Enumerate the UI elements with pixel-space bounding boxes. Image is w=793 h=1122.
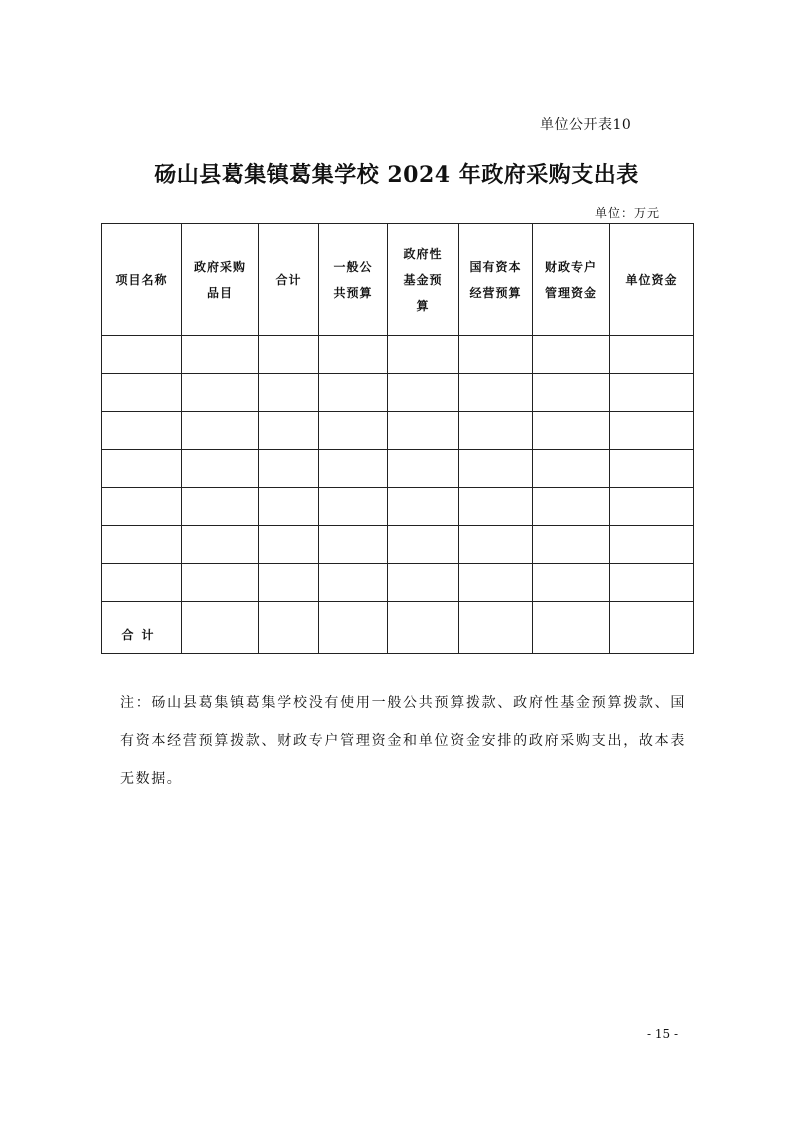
header-line: 政府采购 <box>193 259 246 274</box>
table-cell <box>388 526 459 564</box>
table-row <box>102 526 694 564</box>
header-project-name <box>102 224 182 336</box>
table-cell <box>102 564 182 602</box>
table-cell <box>533 526 610 564</box>
header-line: 合计 <box>275 272 302 287</box>
header-line: 管理资金 <box>544 285 597 300</box>
procurement-table <box>101 223 694 654</box>
table-cell <box>610 526 694 564</box>
table-cell <box>459 488 533 526</box>
table-cell <box>182 450 259 488</box>
table-row <box>102 450 694 488</box>
header-line: 项目名称 <box>115 272 168 287</box>
table-cell <box>533 488 610 526</box>
header-fiscal-special-account <box>533 224 610 336</box>
table-cell <box>182 336 259 374</box>
table-cell <box>102 412 182 450</box>
table-cell <box>259 450 319 488</box>
form-number: 单位公开表10 <box>540 117 632 133</box>
table-cell <box>102 526 182 564</box>
table-cell <box>182 488 259 526</box>
header-line: 一般公 <box>333 259 373 274</box>
table-row <box>102 374 694 412</box>
total-label: 合计 <box>102 602 182 654</box>
table-cell <box>459 450 533 488</box>
table-cell <box>102 450 182 488</box>
header-line: 算 <box>416 298 430 313</box>
table-cell <box>319 336 388 374</box>
table-cell <box>459 412 533 450</box>
table-cell <box>182 564 259 602</box>
table-cell <box>533 412 610 450</box>
table-cell <box>459 602 533 654</box>
table-cell <box>610 602 694 654</box>
unit-label: 单位：万元 <box>595 206 661 220</box>
table-cell <box>259 526 319 564</box>
header-row <box>102 224 694 336</box>
table-cell <box>102 488 182 526</box>
table-cell <box>533 336 610 374</box>
table-cell <box>319 374 388 412</box>
table-cell <box>182 412 259 450</box>
table-cell <box>319 488 388 526</box>
table-cell <box>533 602 610 654</box>
header-line: 品目 <box>206 285 233 300</box>
table-cell <box>610 374 694 412</box>
table-cell <box>259 336 319 374</box>
table-cell <box>259 412 319 450</box>
table-cell <box>533 374 610 412</box>
header-line: 基金预 <box>403 272 443 287</box>
table-cell <box>319 526 388 564</box>
table-cell <box>459 526 533 564</box>
table-cell <box>533 450 610 488</box>
table-cell <box>319 412 388 450</box>
table-cell <box>102 374 182 412</box>
page-title: 砀山县葛集镇葛集学校 2024 年政府采购支出表 <box>154 162 639 188</box>
header-line: 财政专户 <box>544 259 597 274</box>
table-cell <box>533 564 610 602</box>
table-cell <box>182 526 259 564</box>
table-cell <box>388 412 459 450</box>
header-total <box>259 224 319 336</box>
header-line: 单位资金 <box>625 272 678 287</box>
table-cell <box>610 336 694 374</box>
table-row <box>102 564 694 602</box>
table-cell <box>259 602 319 654</box>
table-cell <box>459 374 533 412</box>
table-cell <box>319 450 388 488</box>
table-cell <box>610 450 694 488</box>
table-cell <box>388 602 459 654</box>
table-cell <box>182 374 259 412</box>
table-cell <box>459 336 533 374</box>
header-line: 共预算 <box>333 285 373 300</box>
table-cell <box>388 564 459 602</box>
table-row <box>102 412 694 450</box>
total-row <box>102 602 694 654</box>
table-cell <box>102 336 182 374</box>
table-row <box>102 488 694 526</box>
table-cell <box>259 488 319 526</box>
table-cell <box>388 450 459 488</box>
note-text: 注：砀山县葛集镇葛集学校没有使用一般公共预算拨款、政府性基金预算拨款、国有资本经营预算拨款、财政专户管理资金和单位资金安排的政府采购支出，故本表无数据。 <box>120 695 686 787</box>
header-line: 国有资本 <box>469 259 522 274</box>
table-cell <box>182 602 259 654</box>
table-cell <box>319 564 388 602</box>
table-cell <box>388 488 459 526</box>
header-general-budget <box>319 224 388 336</box>
page-number: - 15 - <box>647 1027 679 1041</box>
header-line: 经营预算 <box>469 285 522 300</box>
table-cell <box>259 564 319 602</box>
header-state-capital-budget <box>459 224 533 336</box>
table-cell <box>319 602 388 654</box>
table-cell <box>388 336 459 374</box>
table-cell <box>388 374 459 412</box>
table-row <box>102 336 694 374</box>
table-cell <box>610 412 694 450</box>
header-government-fund-budget <box>388 224 459 336</box>
header-procurement-category <box>182 224 259 336</box>
table-cell <box>610 488 694 526</box>
table-cell <box>459 564 533 602</box>
table-cell <box>259 374 319 412</box>
header-line: 政府性 <box>403 246 443 261</box>
table-cell <box>610 564 694 602</box>
header-unit-funds <box>610 224 694 336</box>
